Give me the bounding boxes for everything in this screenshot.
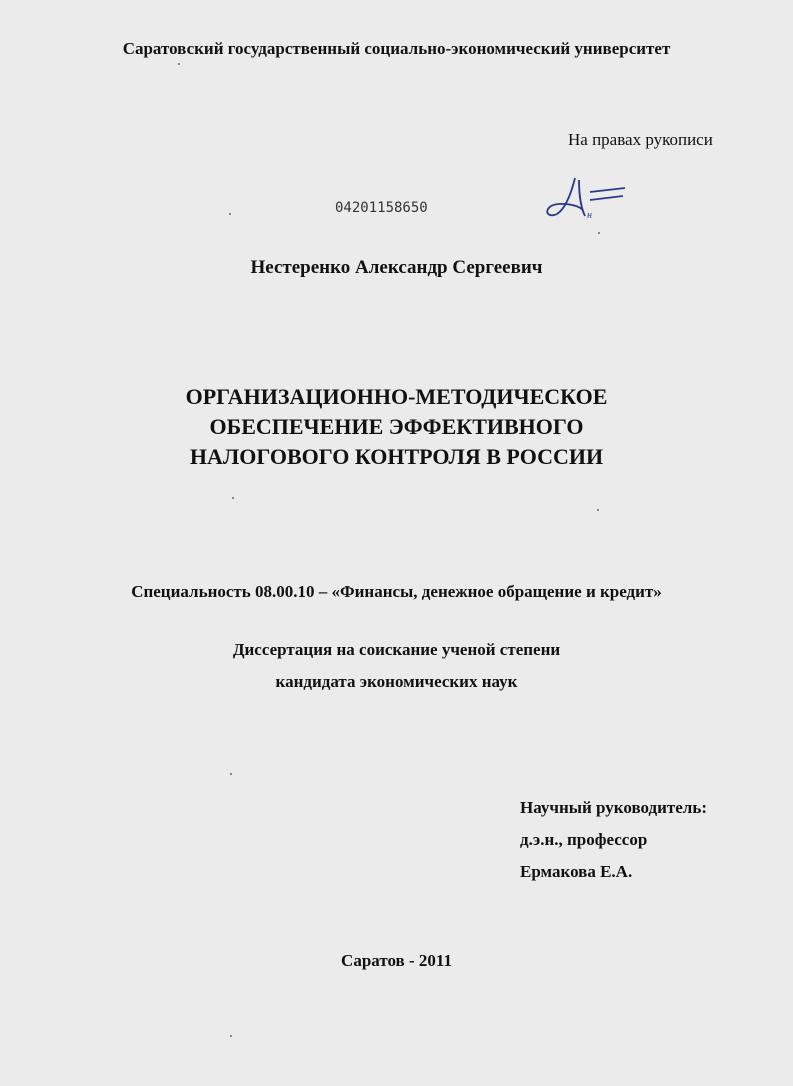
scan-speck [232, 497, 234, 499]
signature [535, 174, 630, 224]
supervisor-label: Научный руководитель: [520, 798, 707, 817]
university-name: Саратовский государственный социально-экономический университет [122, 39, 671, 58]
registration-number: 04201158650 [335, 200, 428, 216]
supervisor-degree: д.э.н., профессор [520, 830, 648, 849]
degree-line-1: Диссертация на соискание ученой степени [232, 640, 561, 659]
author-name: Нестеренко Александр Сергеевич [250, 257, 543, 278]
scan-speck [178, 63, 180, 65]
scan-speck [230, 1035, 232, 1037]
scan-speck [230, 773, 232, 775]
dissertation-title-line-2: ОБЕСПЕЧЕНИЕ ЭФФЕКТИВНОГО [209, 414, 584, 439]
city-year: Саратов - 2011 [341, 951, 452, 970]
manuscript-note: На правах рукописи [568, 130, 713, 149]
scan-speck [598, 232, 600, 234]
scan-speck [597, 509, 599, 511]
specialty: Специальность 08.00.10 – «Финансы, денежное обращение и кредит» [131, 582, 662, 601]
dissertation-title-line-1: ОРГАНИЗАЦИОННО-МЕТОДИЧЕСКОЕ [185, 384, 608, 409]
dissertation-title-line-3: НАЛОГОВОГО КОНТРОЛЯ В РОССИИ [189, 444, 604, 469]
degree-line-2: кандидата экономических наук [275, 672, 518, 691]
svg-text:н: н [587, 210, 592, 221]
scan-speck [229, 213, 231, 215]
supervisor-name: Ермакова Е.А. [520, 862, 633, 881]
